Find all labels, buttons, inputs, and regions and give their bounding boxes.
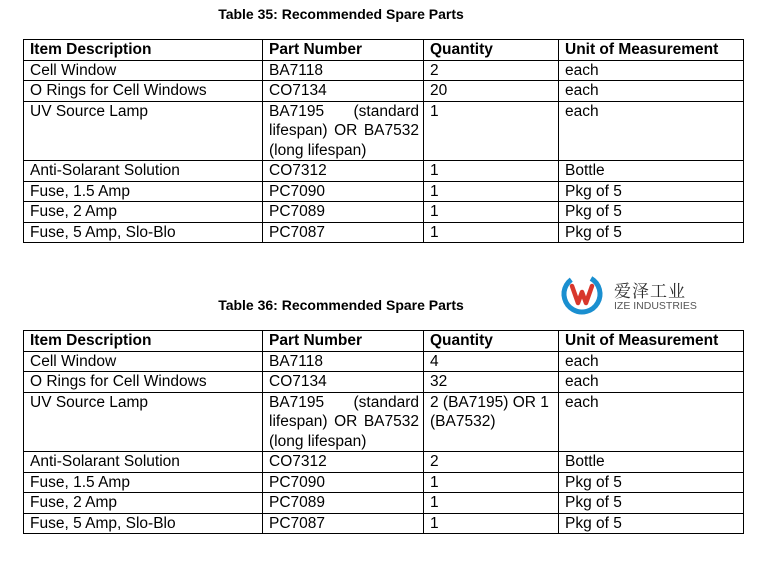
part-number-cell: PC7090 bbox=[263, 181, 424, 202]
table-35-caption: Table 35: Recommended Spare Parts bbox=[218, 6, 464, 22]
item-cell: Cell Window bbox=[24, 351, 263, 372]
logo-name-english: IZE INDUSTRIES bbox=[614, 300, 697, 312]
table-header-row bbox=[24, 40, 744, 61]
table-row bbox=[24, 81, 744, 102]
part-number-cell: PC7087 bbox=[263, 222, 424, 243]
unit-cell: each bbox=[559, 392, 744, 452]
spare-parts-table-36 bbox=[23, 330, 744, 534]
part-number-cell: CO7312 bbox=[263, 452, 424, 473]
quantity-cell: 2 (BA7195) OR 1 (BA7532) bbox=[424, 392, 559, 452]
unit-cell: Pkg of 5 bbox=[559, 513, 744, 534]
quantity-cell: 1 bbox=[424, 472, 559, 493]
item-cell: Cell Window bbox=[24, 60, 263, 81]
item-cell: O Rings for Cell Windows bbox=[24, 372, 263, 393]
item-cell: Fuse, 1.5 Amp bbox=[24, 181, 263, 202]
part-number-cell: CO7134 bbox=[263, 81, 424, 102]
unit-cell: Pkg of 5 bbox=[559, 472, 744, 493]
unit-cell: Pkg of 5 bbox=[559, 181, 744, 202]
header-part-number: Part Number bbox=[263, 40, 424, 61]
table-row bbox=[24, 493, 744, 514]
table-row bbox=[24, 161, 744, 182]
quantity-cell: 1 bbox=[424, 222, 559, 243]
quantity-cell: 2 bbox=[424, 452, 559, 473]
part-number-cell: PC7087 bbox=[263, 513, 424, 534]
table-row bbox=[24, 452, 744, 473]
part-number-cell: CO7312 bbox=[263, 161, 424, 182]
unit-cell: each bbox=[559, 372, 744, 393]
quantity-cell: 32 bbox=[424, 372, 559, 393]
table-row bbox=[24, 392, 744, 452]
item-cell: Fuse, 5 Amp, Slo-Blo bbox=[24, 222, 263, 243]
table-header-row bbox=[24, 331, 744, 352]
part-number-cell: BA7118 bbox=[263, 60, 424, 81]
unit-cell: each bbox=[559, 351, 744, 372]
header-quantity: Quantity bbox=[424, 40, 559, 61]
table-row bbox=[24, 472, 744, 493]
part-number-cell: PC7090 bbox=[263, 472, 424, 493]
logo-name-chinese: 爱泽工业 bbox=[614, 282, 686, 302]
table-row bbox=[24, 101, 744, 161]
quantity-cell: 4 bbox=[424, 351, 559, 372]
part-number-cell: BA7118 bbox=[263, 351, 424, 372]
part-number-cell: BA7195 (standard lifespan) OR BA7532 (long lifespan) bbox=[263, 392, 424, 452]
item-cell: UV Source Lamp bbox=[24, 101, 263, 161]
part-number-cell: BA7195 (standard lifespan) OR BA7532 (long lifespan) bbox=[263, 101, 424, 161]
unit-cell: each bbox=[559, 81, 744, 102]
unit-cell: each bbox=[559, 101, 744, 161]
quantity-cell: 1 bbox=[424, 202, 559, 223]
table-row bbox=[24, 202, 744, 223]
quantity-cell: 1 bbox=[424, 493, 559, 514]
part-number-cell: PC7089 bbox=[263, 202, 424, 223]
unit-cell: Pkg of 5 bbox=[559, 202, 744, 223]
header-item-description: Item Description bbox=[24, 331, 263, 352]
part-number-cell: PC7089 bbox=[263, 493, 424, 514]
header-item-description: Item Description bbox=[24, 40, 263, 61]
item-cell: Anti-Solarant Solution bbox=[24, 161, 263, 182]
item-cell: Anti-Solarant Solution bbox=[24, 452, 263, 473]
item-cell: Fuse, 2 Amp bbox=[24, 493, 263, 514]
table-36-caption: Table 36: Recommended Spare Parts bbox=[218, 297, 464, 313]
item-cell: Fuse, 1.5 Amp bbox=[24, 472, 263, 493]
unit-cell: Bottle bbox=[559, 452, 744, 473]
unit-cell: each bbox=[559, 60, 744, 81]
part-number-cell: CO7134 bbox=[263, 372, 424, 393]
quantity-cell: 1 bbox=[424, 161, 559, 182]
quantity-cell: 1 bbox=[424, 101, 559, 161]
quantity-cell: 1 bbox=[424, 181, 559, 202]
header-part-number: Part Number bbox=[263, 331, 424, 352]
unit-cell: Pkg of 5 bbox=[559, 493, 744, 514]
unit-cell: Pkg of 5 bbox=[559, 222, 744, 243]
table-row bbox=[24, 372, 744, 393]
table-row bbox=[24, 222, 744, 243]
quantity-cell: 20 bbox=[424, 81, 559, 102]
spare-parts-table-35 bbox=[23, 39, 744, 243]
table-row bbox=[24, 351, 744, 372]
quantity-cell: 1 bbox=[424, 513, 559, 534]
header-quantity: Quantity bbox=[424, 331, 559, 352]
item-cell: O Rings for Cell Windows bbox=[24, 81, 263, 102]
table-row bbox=[24, 181, 744, 202]
header-unit-of-measurement: Unit of Measurement bbox=[559, 331, 744, 352]
header-unit-of-measurement: Unit of Measurement bbox=[559, 40, 744, 61]
item-cell: Fuse, 5 Amp, Slo-Blo bbox=[24, 513, 263, 534]
quantity-cell: 2 bbox=[424, 60, 559, 81]
unit-cell: Bottle bbox=[559, 161, 744, 182]
item-cell: Fuse, 2 Amp bbox=[24, 202, 263, 223]
table-row bbox=[24, 60, 744, 81]
item-cell: UV Source Lamp bbox=[24, 392, 263, 452]
table-row bbox=[24, 513, 744, 534]
